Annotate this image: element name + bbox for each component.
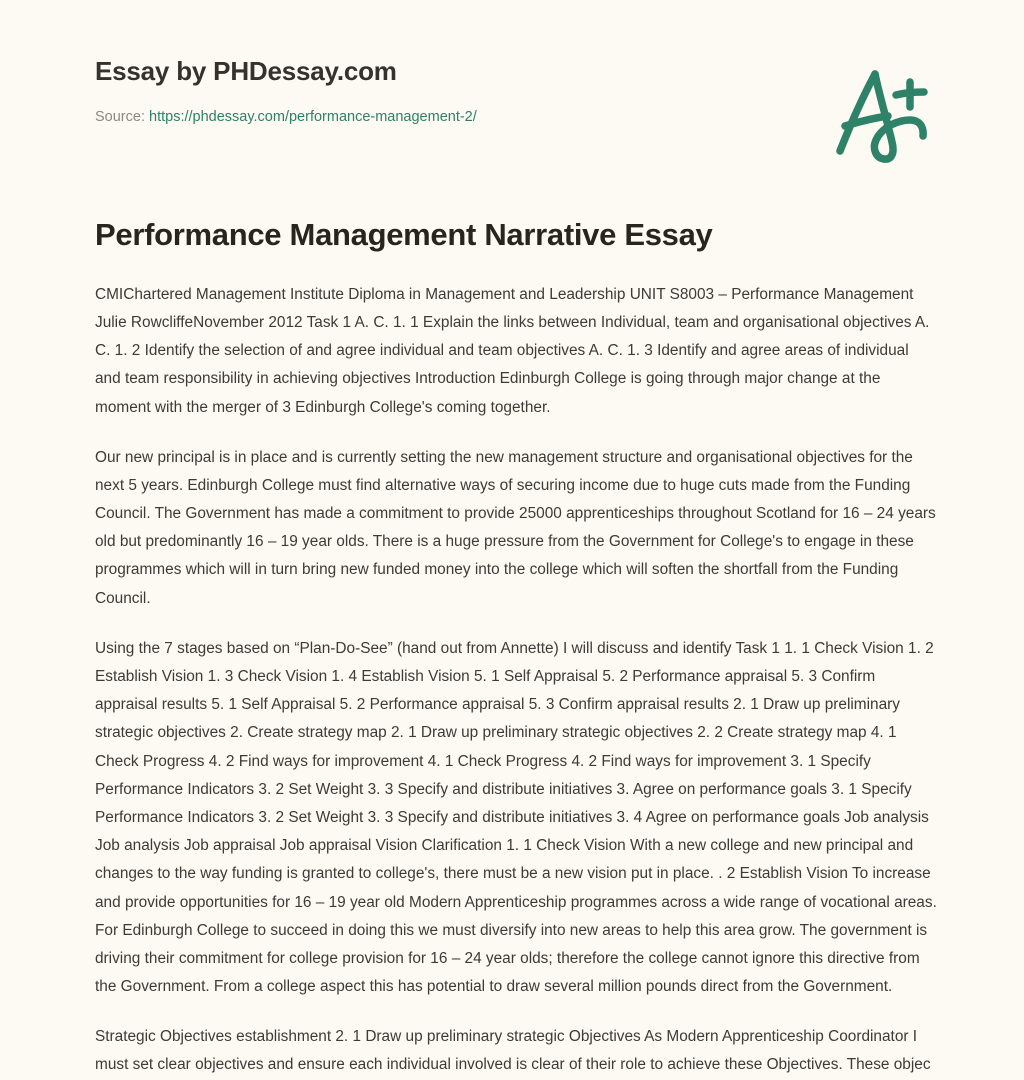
brand-title: Essay by PHDessay.com xyxy=(95,56,397,86)
aplus-logo-icon xyxy=(818,58,938,168)
source-url-link[interactable]: https://phdessay.com/performance-management-2/ xyxy=(149,109,477,126)
source-label: Source: xyxy=(95,109,145,126)
paragraph: Strategic Objectives establishment 2. 1 Draw up preliminary strategic Objectives As Modern Apprenticeship Coordinator I must set clear objectives and ensure each individual involved is clear of their role to achieve these Objectives. These objec xyxy=(95,1028,931,1074)
paragraph: CMIChartered Management Institute Diploma in Management and Leadership UNIT S8003 – Performance Management Julie RowcliffeNovember 2012 Task 1 A. C. 1. 1 Explain the links between Individual, team and organisational objectives A. C. 1. 2 Identify the selection of and agree individual and team objectives A. C. 1. 3 Identify and agree areas of individual and team responsibility in achieving objectives Introduction Edinburgh College is going through major change at the moment with the merger of 3 Edinburgh College's coming together. xyxy=(95,285,930,416)
essay-body xyxy=(95,281,938,1080)
paragraph: Using the 7 stages based on “Plan-Do-See” (hand out from Annette) I will discuss and identify Task 1 1. 1 Check Vision 1. 2 Establish Vision 1. 3 Check Vision 1. 4 Establish Vision 5. 1 Self Appraisal 5. 2 Performance appraisal 5. 3 Confirm appraisal results 5. 1 Self Appraisal 5. 2 Performance appraisal 5. 3 Confirm appraisal results 2. 1 Draw up preliminary strategic objectives 2. Create strategy map 2. 1 Draw up preliminary strategic objectives 2. 2 Create strategy map 4. 1 Check Progress 4. 2 Find ways for improvement 4. 1 Check Progress 4. 2 Find ways for improvement 3. 1 Specify Performance Indicators 3. 2 Set Weight 3. 3 Specify and distribute initiatives 3. Agree on performance goals 3. 1 Specify Performance Indicators 3. 2 Set Weight 3. 3 Specify and distribute initiatives 3. 4 Agree on performance goals Job analysis Job analysis Job appraisal Job appraisal Vision Clarification 1. 1 Check Vision With a new college and new principal and changes to the way funding is granted to college's, there must be a new vision put in place. . 2 Establish Vision To increase and provide opportunities for 16 – 19 year old Modern Apprenticeship programmes across a wide range of vocational areas. For Edinburgh College to succeed in doing this we must diversify into new areas to help this area grow. The government is driving their commitment for college provision for 16 – 24 year olds; therefore the college cannot ignore this directive from the Government. From a college aspect this has potential to draw several million pounds direct from the Government. xyxy=(95,639,937,996)
source-line xyxy=(95,108,934,127)
paragraph: Our new principal is in place and is currently setting the new management structure and organisational objectives for the next 5 years. Edinburgh College must find alternative ways of securing income due to huge cuts made from the Funding Council. The Government has made a commitment to provide 25000 apprenticeships throughout Scotland for 16 – 24 years old but predominantly 16 – 19 year olds. There is a huge pressure from the Government for College's to engage in these programmes which will in turn bring new funded money into the college which will soften the shortfall from the Funding Council. xyxy=(95,448,936,607)
page-header xyxy=(0,0,1024,150)
page-title: Performance Management Narrative Essay xyxy=(95,217,713,252)
